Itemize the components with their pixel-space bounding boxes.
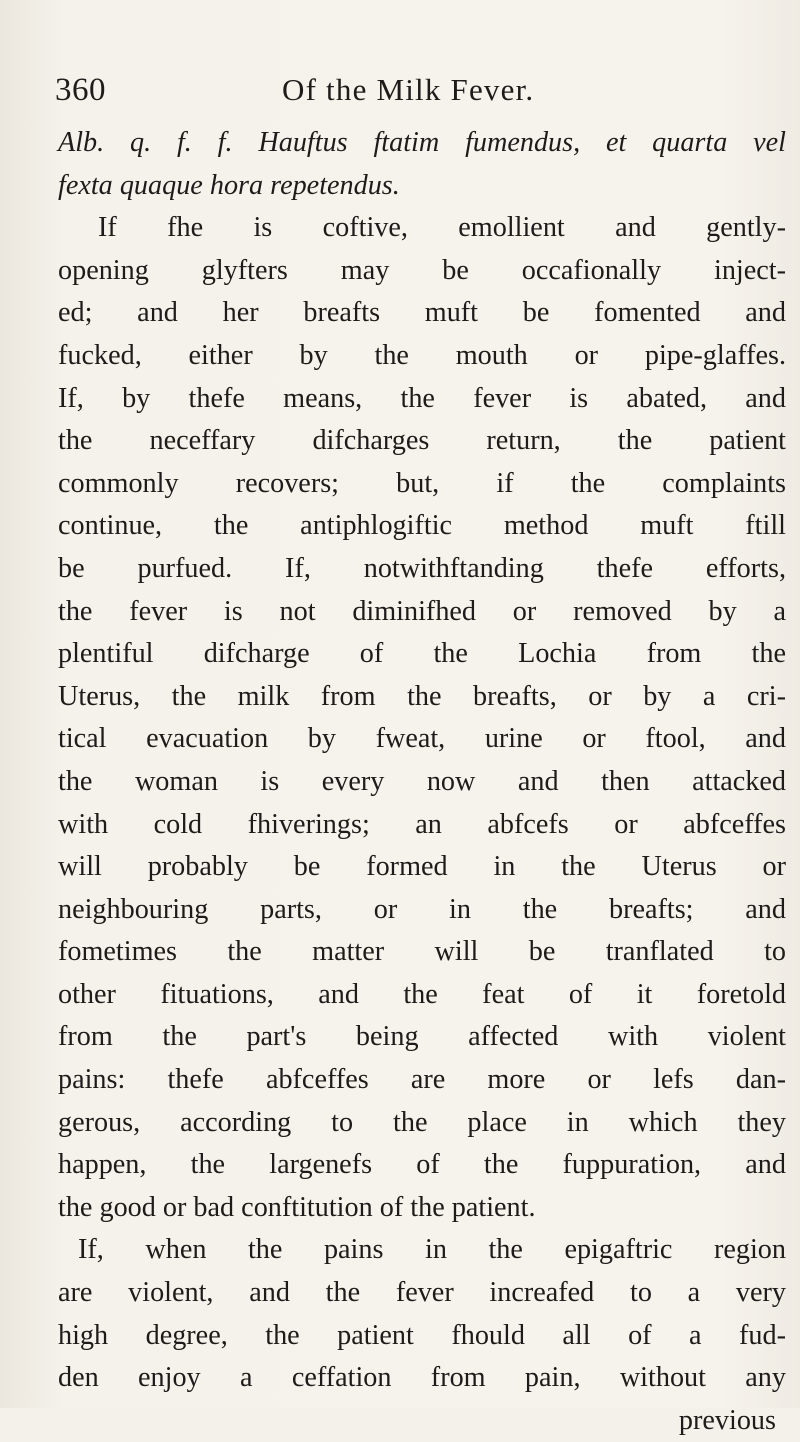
page-number: 360 xyxy=(55,72,106,108)
text-line: fucked, either by the mouth or pipe-glaffes. xyxy=(58,339,786,371)
text-line: other fituations, and the feat of it foretold xyxy=(58,978,786,1010)
text-line: are violent, and the fever increafed to a very xyxy=(58,1277,786,1309)
text-line: gerous, according to the place in which they xyxy=(58,1106,786,1138)
text-line: Uterus, the milk from the breafts, or by a cri- xyxy=(58,680,786,712)
text-line: Alb. q. f. f. Hauftus ftatim fumendus, et quarta vel xyxy=(58,127,786,158)
running-head: Of the Milk Fever. xyxy=(282,72,535,107)
text-line: from the part's being affected with violent xyxy=(58,1021,786,1053)
text-line: If, by thefe means, the fever is abated, and xyxy=(58,382,786,414)
text-line: pains: thefe abfceffes are more or lefs dan- xyxy=(58,1064,786,1096)
text-line: the good or bad conftitution of the patient. xyxy=(58,1191,536,1223)
text-line: be purfued. If, notwithftanding thefe efforts, xyxy=(58,552,786,584)
text-line: the fever is not diminifhed or removed by a xyxy=(58,595,786,627)
text-line: tical evacuation by fweat, urine or ftool, and xyxy=(58,723,786,755)
text-line: happen, the largenefs of the fuppuration, and xyxy=(58,1149,786,1181)
text-line: ed; and her breafts muft be fomented and xyxy=(58,297,786,329)
text-line: with cold fhiverings; an abfcefs or abfceffes xyxy=(58,808,786,840)
text-line: plentiful difcharge of the Lochia from the xyxy=(58,638,786,670)
text-line: If fhe is coftive, emollient and gently- xyxy=(98,212,786,244)
text-line: fexta quaque hora repetendus. xyxy=(58,169,400,201)
text-line: opening glyfters may be occafionally inject- xyxy=(58,254,786,286)
body-text xyxy=(58,122,786,1442)
page-header xyxy=(55,72,785,116)
catchword: previous xyxy=(678,1404,776,1436)
text-line: the neceffary difcharges return, the patient xyxy=(58,425,786,457)
text-line: neighbouring parts, or in the breafts; and xyxy=(58,893,786,925)
text-line: commonly recovers; but, if the complaints xyxy=(58,467,786,499)
text-line: den enjoy a ceffation from pain, without any xyxy=(58,1362,786,1394)
text-line: continue, the antiphlogiftic method muft ftill xyxy=(58,510,786,542)
text-line: fometimes the matter will be tranflated to xyxy=(58,936,786,968)
text-line: If, when the pains in the epigaftric region xyxy=(78,1234,786,1266)
text-line: high degree, the patient fhould all of a fud- xyxy=(58,1319,786,1351)
text-line: the woman is every now and then attacked xyxy=(58,765,786,797)
text-line: will probably be formed in the Uterus or xyxy=(58,851,786,883)
